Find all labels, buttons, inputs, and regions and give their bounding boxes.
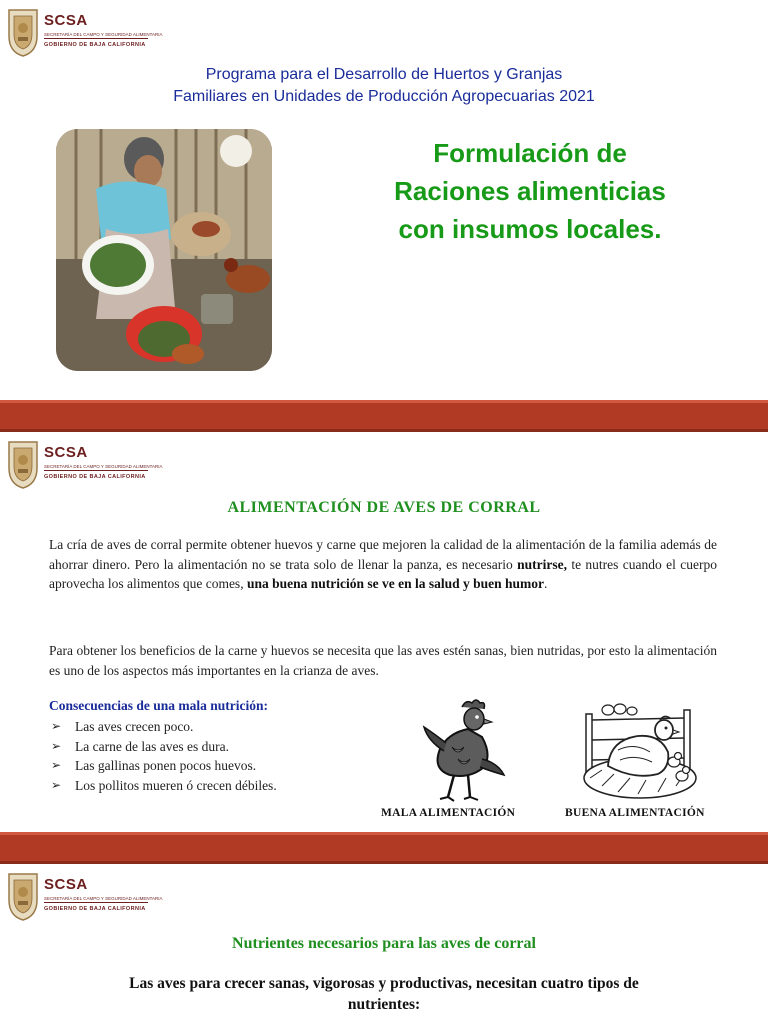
logo-subtitle: SECRETARÍA DEL CAMPO Y SEGURIDAD ALIMENTARIA (44, 464, 163, 469)
logo-divider (44, 902, 148, 903)
program-line-1: Programa para el Desarrollo de Huertos y Granjas (205, 66, 563, 83)
state-seal-icon (6, 438, 40, 490)
consequences-list (49, 717, 277, 795)
slide-1 (0, 0, 768, 400)
section-heading-nutrients: Nutrientes necesarios para las aves de corral (232, 935, 536, 952)
logo-subtitle: SECRETARÍA DEL CAMPO Y SEGURIDAD ALIMENTARIA (44, 32, 163, 37)
benefits-paragraph: Para obtener los beneficios de la carne y huevos se necesita que las aves estén sanas, bien nutridas, por esto la alimentación es uno de los aspectos más importantes en la crianza de aves. (49, 643, 717, 678)
title-line-3: con insumos locales. (398, 214, 662, 244)
intro-text-a: La cría de aves de corral permite obtener huevos y carne que mejoren la calidad de la alimentación de la familia además de ahorrar dinero. Pero la alimentación no se trata solo de llenar la panza, es necesario (49, 537, 717, 572)
title-line-2: Raciones alimenticias (394, 176, 666, 206)
healthy-hen-nest-illustration (578, 700, 704, 804)
list-item (49, 737, 277, 757)
program-title (0, 64, 768, 108)
scsa-logo (6, 6, 163, 62)
logo-abbreviation: SCSA (44, 12, 88, 29)
slide-separator-2 (0, 832, 768, 864)
slide-separator-1 (0, 400, 768, 432)
presentation-title (370, 134, 690, 248)
nutrients-line-2: nutrientes: (347, 996, 421, 1013)
scsa-logo (6, 438, 163, 494)
arrow-bullet-icon: ➢ (51, 719, 62, 733)
logo-government: GOBIERNO DE BAJA CALIFORNIA (44, 906, 146, 912)
woman-feeding-chickens-photo (56, 129, 272, 371)
state-seal-icon (6, 870, 40, 922)
list-item-text: La carne de las aves es dura. (75, 738, 230, 754)
list-item (49, 756, 277, 776)
logo-divider (44, 470, 148, 471)
intro-text-c: te nutres cuando el cuerpo aprovecha los alimentos que comes, (49, 556, 717, 591)
list-item (49, 776, 277, 796)
list-item-text: Las gallinas ponen pocos huevos. (75, 758, 257, 773)
scsa-logo (6, 870, 163, 926)
logo-government: GOBIERNO DE BAJA CALIFORNIA (44, 42, 146, 48)
consequences-title: Consecuencias de una mala nutrición: (49, 698, 269, 713)
intro-bold-good-nutrition: una buena nutrición se ve en la salud y buen humor (246, 576, 545, 591)
nutrients-intro-text (80, 973, 688, 1015)
logo-abbreviation: SCSA (44, 444, 88, 461)
caption-bad-feeding: MALA ALIMENTACIÓN (381, 807, 516, 819)
arrow-bullet-icon: ➢ (51, 758, 62, 772)
caption-good-feeding: BUENA ALIMENTACIÓN (565, 807, 705, 819)
logo-abbreviation: SCSA (44, 876, 88, 893)
intro-bold-nourish: nutrirse, (517, 556, 567, 572)
arrow-bullet-icon: ➢ (51, 738, 62, 753)
state-seal-icon (6, 6, 40, 58)
nutrients-line-1: Las aves para crecer sanas, vigorosas y productivas, necesitan cuatro tipos de (129, 975, 639, 992)
logo-government: GOBIERNO DE BAJA CALIFORNIA (44, 474, 146, 480)
intro-paragraph (49, 535, 717, 594)
arrow-bullet-icon: ➢ (51, 777, 62, 792)
list-item-text: Las aves crecen poco. (75, 719, 194, 734)
skinny-hen-illustration (418, 697, 508, 805)
title-line-1: Formulación de (433, 138, 627, 168)
logo-subtitle: SECRETARÍA DEL CAMPO Y SEGURIDAD ALIMENTARIA (44, 896, 163, 901)
intro-text-e: . (544, 576, 548, 591)
section-heading-poultry-feeding: ALIMENTACIÓN DE AVES DE CORRAL (227, 499, 541, 516)
program-line-2: Familiares en Unidades de Producción Agropecuarias 2021 (173, 88, 595, 105)
logo-divider (44, 38, 148, 39)
list-item (49, 717, 277, 737)
list-item-text: Los pollitos mueren ó crecen débiles. (75, 777, 277, 793)
